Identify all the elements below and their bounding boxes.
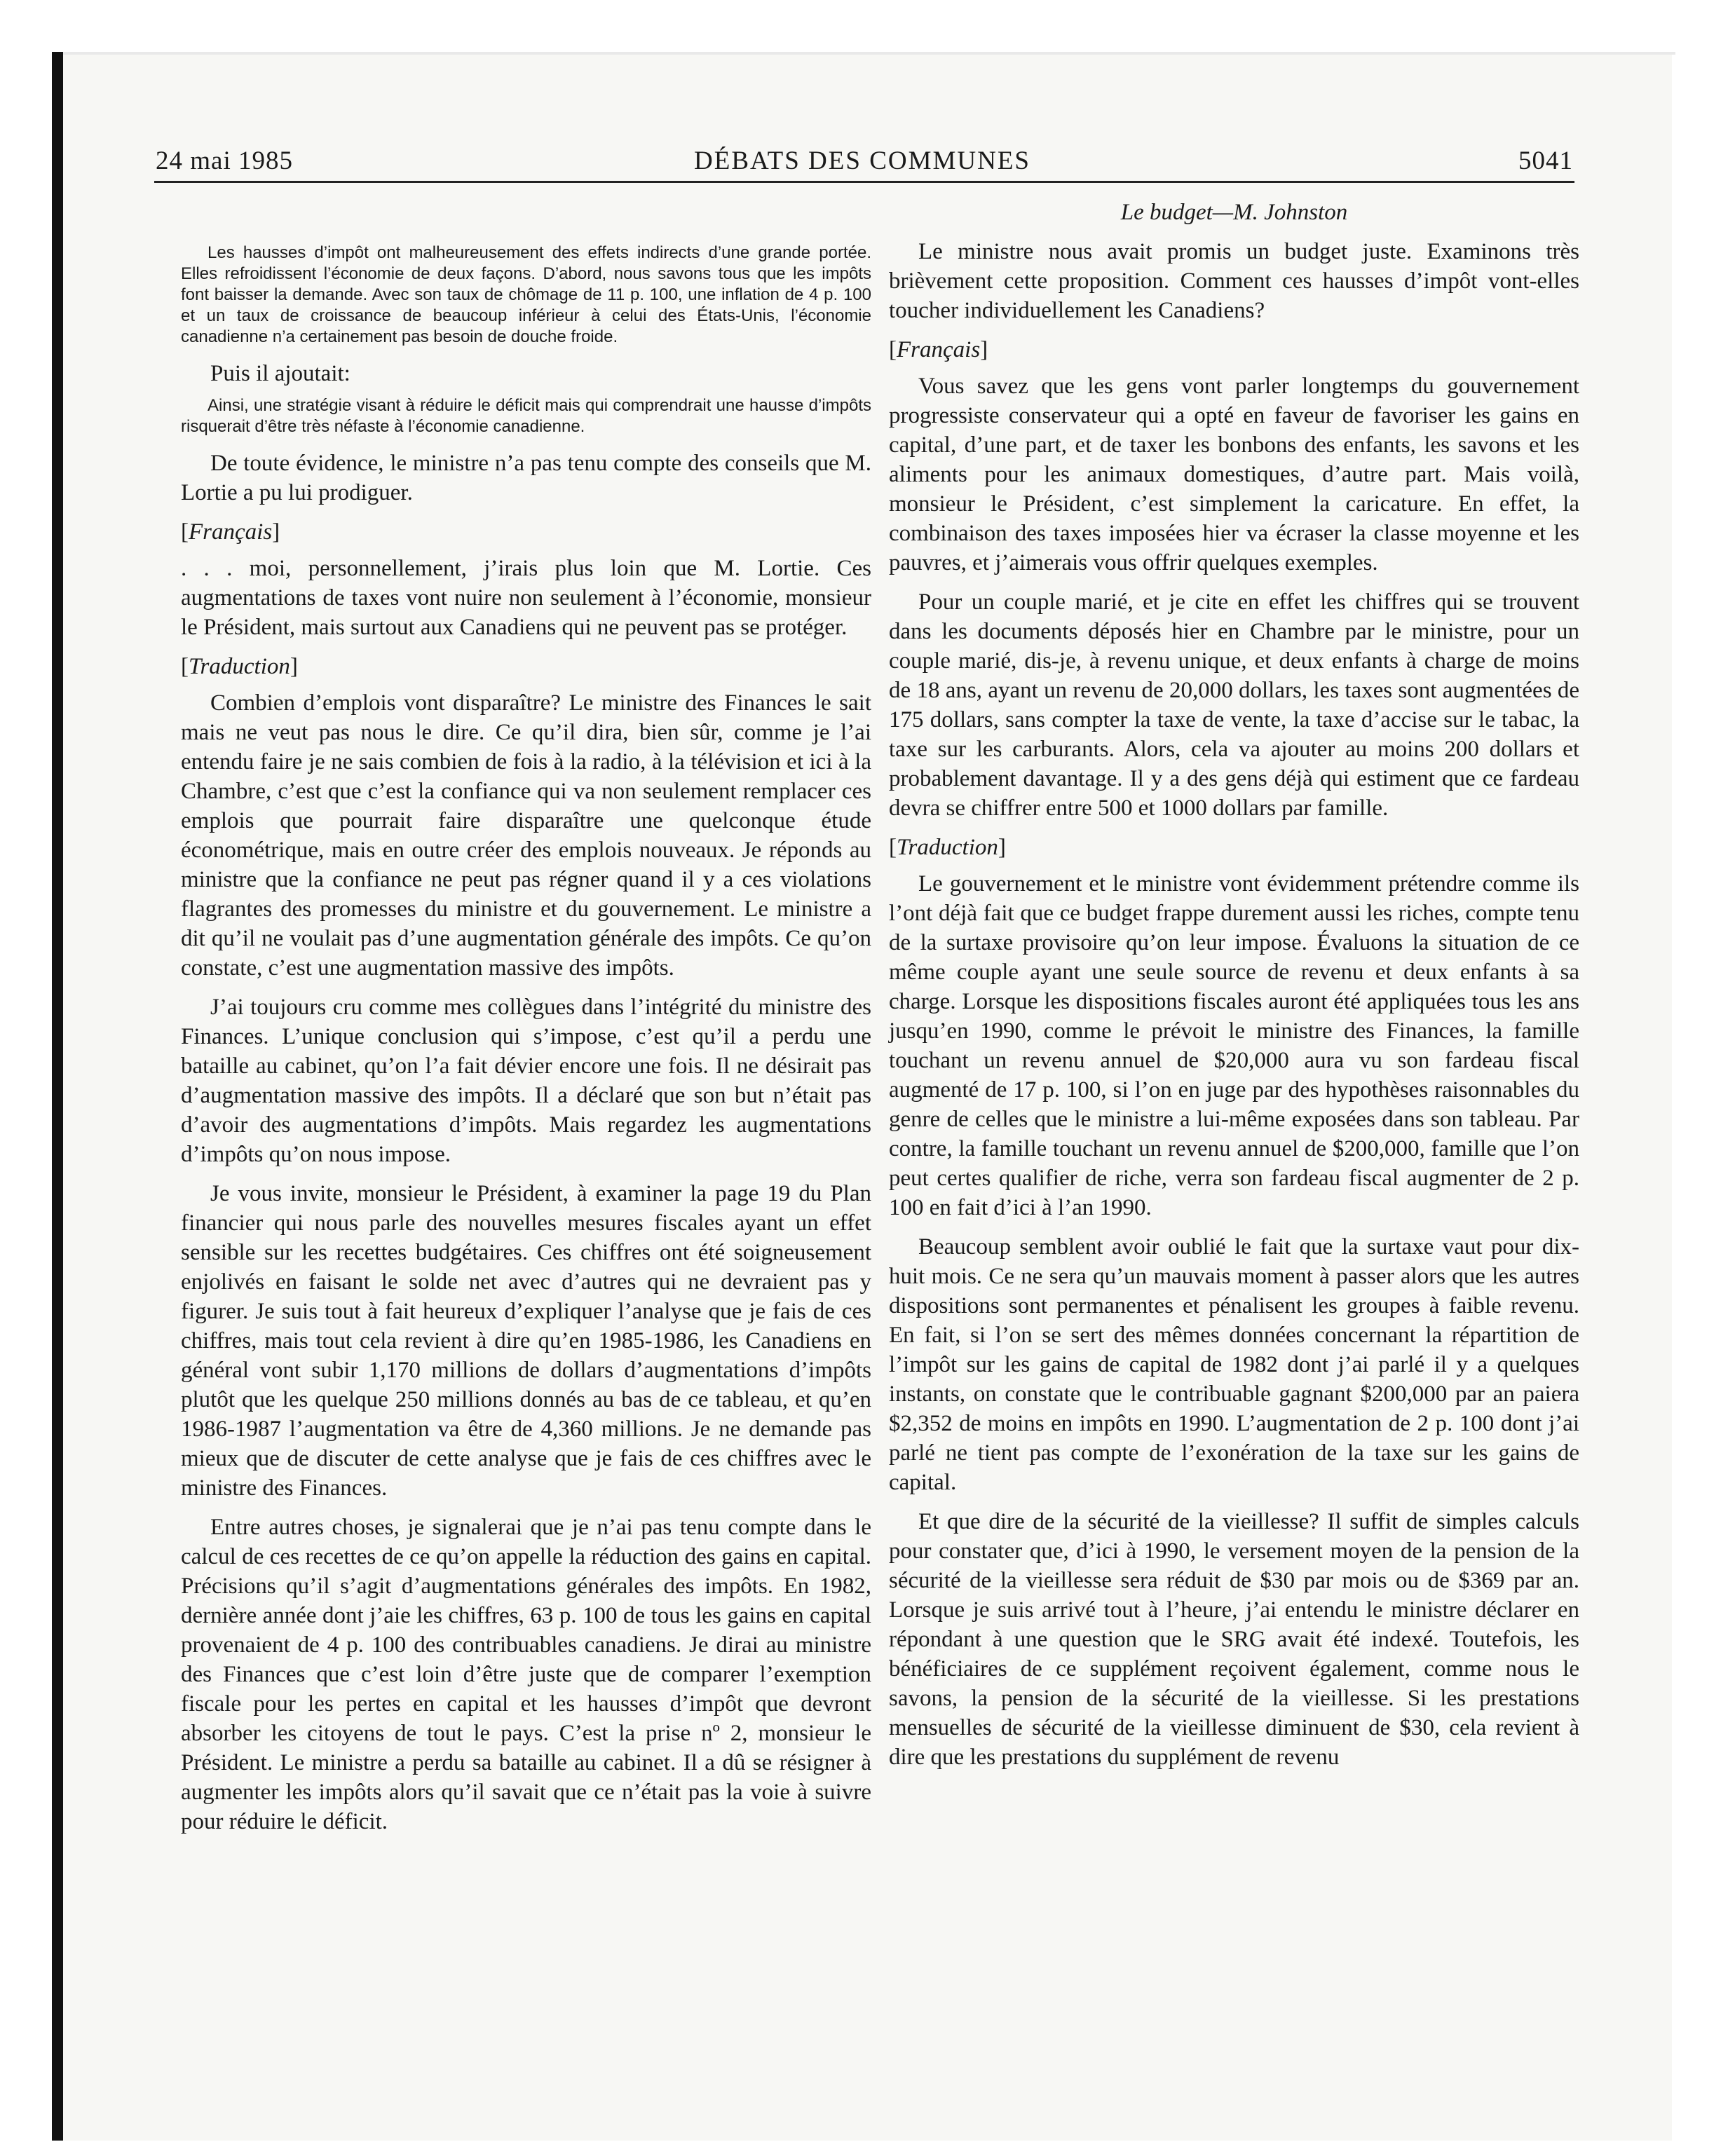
right-column [889, 198, 1579, 1782]
language-marker: [Français] [181, 519, 280, 545]
language-marker: [Traduction] [889, 835, 1006, 860]
language-marker: [Français] [889, 337, 988, 362]
block-quote: Ainsi, une stratégie visant à réduire le déficit mais qui comprendrait une hausse d’impôts risquerait d’être très néfaste à l’économie canadienne. [181, 396, 871, 436]
paragraph: Et que dire de la sécurité de la vieillesse? Il suffit de simples calculs pour constater que, d’ici à 1990, le versement moyen de la pension de la sécurité de la vieillesse sera réduit de $30 par mois ou de $369 par an. Lorsque je suis arrivé tout à l’heure, j’ai entendu le ministre déclarer en répondant à une question que le SRG avait été indexé. Toutefois, les bénéficiaires de ce supplément reçoivent également, comme nous le savons, la pension de la sécurité de la vieillesse. Si les prestations mensuelles de sécurité de la vieillesse diminuent de $30, cela revient à dire que les prestations du supplément de revenu [889, 1509, 1579, 1770]
paragraph: Je vous invite, monsieur le Président, à examiner la page 19 du Plan financier qui nous parle des nouvelles mesures fiscales ayant un effet sensible sur les recettes budgétaires. Ces chiffres ont été soigneusement enjolivés en faisant le solde net avec d’autres qui ne devraient pas y figurer. Je suis tout à fait heureux d’expliquer l’analyse que je fais de ces chiffres, mais tout cela revient à dire qu’en 1985-1986, les Canadiens en général vont subir 1,170 millions de dollars d’augmentations d’impôts plutôt que les quelque 250 millions donnés au bas de ce tableau, et qu’en 1986-1987 l’augmentation va être de 4,360 millions. Je ne demande pas mieux que de discuter de cette analyse que je fais de ces chiffres avec le ministre des Finances. [181, 1181, 871, 1501]
paragraph: Le gouvernement et le ministre vont évidemment prétendre comme ils l’ont déjà fait que ce budget frappe durement aussi les riches, compte tenu de la surtaxe provisoire qu’on leur impose. Évaluons la situation de ce même couple ayant une seule source de revenu et deux enfants à sa charge. Lorsque les dispositions fiscales auront été appliquées tous les ans jusqu’en 1990, comme le prévoit le ministre des Finances, la famille touchant un revenu annuel de $20,000 aura vu son fardeau fiscal augmenté de 17 p. 100, si l’on en juge par des hypothèses raisonnables du genre de celles que le ministre a lui-même exposées dans son tableau. Par contre, la famille touchant un revenu annuel de $200,000, famille que l’on peut certes qualifier de riche, verra son fardeau fiscal augmenter de 2 p. 100 en fait d’ici à l’an 1990. [889, 871, 1579, 1220]
block-quote: Les hausses d’impôt ont malheureusement des effets indirects d’une grande portée. Elles refroidissent l’économie de deux façons. D’abord, nous savons tous que les impôts font baisser la demande. Avec son taux de chômage de 11 p. 100, une inflation de 4 p. 100 et un taux de croissance de beaucoup inférieur à celui des États-Unis, l’économie canadienne n’a certainement pas besoin de douche froide. [181, 243, 871, 346]
scan-border [52, 52, 63, 2141]
paragraph: Entre autres choses, je signalerai que je n’ai pas tenu compte dans le calcul de ces recettes de ce qu’on appelle la réduction des gains en capital. Précisions qu’il s’agit d’augmentations générales des impôts. En 1982, dernière année dont j’aie les chiffres, 63 p. 100 de tous les gains en capital provenaient de 4 p. 100 des contribuables canadiens. Je dirai au ministre des Finances que c’est loin d’être juste que de comparer l’exemption fiscale pour les pertes en capital et les hausses d’impôt que devront absorber les citoyens de tout le pays. C’est la prise nº 2, monsieur le Président. Le ministre a perdu sa bataille au cabinet. Il a dû se résigner à augmenter les impôts alors qu’il savait que ce n’était pas la voie à suivre pour réduire le déficit. [181, 1515, 871, 1834]
paragraph: Combien d’emplois vont disparaître? Le ministre des Finances le sait mais ne veut pas nous le dire. Ce qu’il dira, bien sûr, comme je l’ai entendu faire je ne sais combien de fois à la radio, à la télévision et ici à la Chambre, c’est que c’est la confiance qui va non seulement remplacer ces emplois que pourrait faire disparaître une quelconque étude économétrique, mais en outre créer des emplois nouveaux. Je réponds au ministre que la confiance ne peut pas régner quand il y a ces violations flagrantes des promesses du ministre et du gouvernement. Le ministre a dit qu’il ne voulait pas d’une augmentation générale des impôts. Ce qu’on constate, c’est une augmentation massive des impôts. [181, 690, 871, 981]
running-head: Le budget—M. Johnston [1120, 200, 1348, 225]
paragraph: Puis il ajoutait: [210, 361, 351, 386]
header-rule [154, 181, 1574, 183]
paragraph: Le ministre nous avait promis un budget juste. Examinons très brièvement cette proposition. Comment ces hausses d’impôt vont-elles toucher individuellement les Canadiens? [889, 239, 1579, 323]
paragraph: Vous savez que les gens vont parler longtemps du gouvernement progressiste conservateur qui a opté en faveur de favoriser les gains en capital, d’une part, et de taxer les bonbons des enfants, les savons et les aliments pour les animaux domestiques, d’autre part. Mais voilà, monsieur le Président, c’est simplement la caricature. En effet, la combinaison des taxes imposées hier va écraser la classe moyenne et les pauvres, et j’aimerais vous offrir quelques exemples. [889, 374, 1579, 575]
paragraph: Pour un couple marié, et je cite en effet les chiffres qui se trouvent dans les documents déposés hier en Chambre par le ministre, pour un couple marié, dis-je, à revenu unique, et deux enfants à charge de moins de 18 ans, ayant un revenu de 20,000 dollars, les taxes sont augmentées de 175 dollars, sans compter la taxe de vente, la taxe d’accise sur le tabac, la taxe sur les carburants. Alors, cela va ajouter au moins 200 dollars et probablement davantage. Il y a des gens déjà qui estiment que ce fardeau devra se chiffrer entre 500 et 1000 dollars par famille. [889, 589, 1579, 821]
paragraph: Beaucoup semblent avoir oublié le fait que la surtaxe vaut pour dix-huit mois. Ce ne sera qu’un mauvais moment à passer alors que les autres dispositions sont permanentes et pénalisent les groupes à faible revenu. En fait, si l’on se sert des mêmes données concernant la répartition de l’impôt sur les gains de capital de 1982 dont j’ai parlé il y a quelques instants, on constate que le contribuable gagnant $200,000 par an paiera $2,352 de moins en impôts en 1990. L’augmentation de 2 p. 100 dont j’ai parlé ne tient pas compte de l’exonération de la taxe sur les gains de capital. [889, 1234, 1579, 1495]
paragraph: . . . moi, personnellement, j’irais plus loin que M. Lortie. Ces augmentations de taxes vont nuire non seulement à l’économie, monsieur le Président, mais surtout aux Canadiens qui ne peuvent pas se protéger. [181, 556, 871, 640]
left-column [181, 198, 871, 1846]
header-page-number: 5041 [1518, 146, 1573, 175]
paragraph: De toute évidence, le ministre n’a pas tenu compte des conseils que M. Lortie a pu lui prodiguer. [181, 451, 871, 505]
language-marker: [Traduction] [181, 654, 298, 679]
header-title: DÉBATS DES COMMUNES [694, 146, 1031, 175]
header-date: 24 mai 1985 [156, 146, 293, 175]
paragraph: J’ai toujours cru comme mes collègues dans l’intégrité du ministre des Finances. L’unique conclusion qui s’impose, c’est qu’il a perdu une bataille au cabinet, qu’on l’a fait dévier encore une fois. Il ne désirait pas d’augmentation massive des impôts. Il a déclaré que son but n’était pas d’avoir des augmentations d’impôts. Mais regardez les augmentations d’impôts qu’on nous impose. [181, 995, 871, 1167]
